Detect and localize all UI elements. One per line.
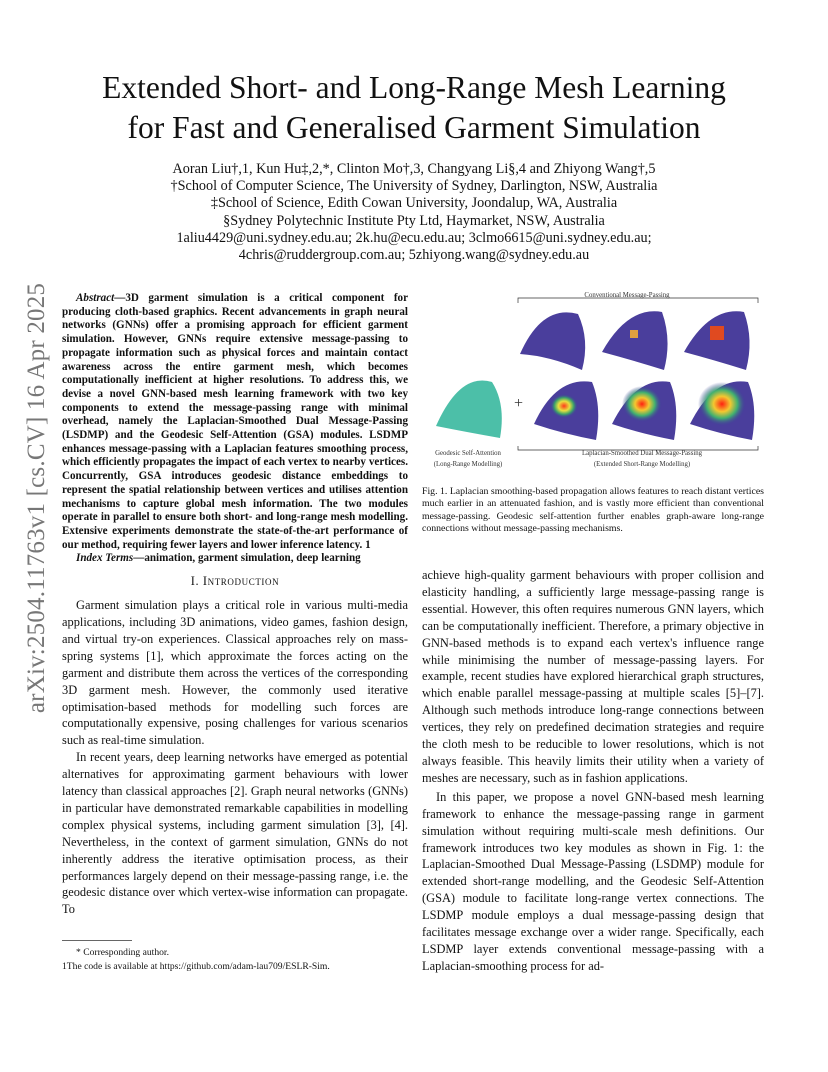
email-line-1: 1aliu4429@uni.sydney.edu.au; 2k.hu@ecu.edu.au; 3clmo6615@uni.sydney.edu.au; [176,229,652,246]
affiliation-3: §Sydney Polytechnic Institute Pty Ltd, Haymarket, NSW, Australia [223,212,605,229]
cloth-lsdmp-2 [612,381,676,440]
footnote-separator [62,940,132,941]
email-line-2: 4chris@ruddergroup.com.au; 5zhiyong.wang@sydney.edu.au [238,247,590,264]
index-terms-text: —animation, garment simulation, deep learning [133,552,361,565]
arxiv-identifier-text: arXiv:2504.11763v1 [cs.CV] 16 Apr 2025 [23,282,50,713]
affiliation-1: †School of Computer Science, The University of Sydney, Darlington, NSW, Australia [170,178,658,195]
cloth-top-1 [520,312,585,370]
intro-paragraph-3: achieve high-quality garment behaviours with proper collision and elasticity handling, a sufficiently large message-passing range is essential. However, this often requires numerous GNN layers, which can be computationally inefficient. Therefore, a primary objective in GNN-based methods is to expand each vertex's influence range while minimising the number of message-passing layers. For example, recent studies have explored hierarchical graph structures, which enable parallel message-passing at multiple scales [5]–[7]. Although such methods introduce long-range connections between vertices, they rely on predefined decimation strategies and require the cloth mesh to be reducible to lower resolutions, which is not always feasible. This heavily limits their utility when a variety of meshes are necessary, such as in fashion applications. [422,568,764,785]
label-lsdmp: Laplacian-Smoothed Dual Message-Passing [581,450,703,457]
intro-paragraph-1: Garment simulation plays a critical role in various multi-media applications, including 3D animations, video games, fashion design, and virtual try-on experiences. Classical approaches rely on mass-spring systems [1], which approximate the forces acting on the garment and distribute them across the vertices of the corresponding 3D garment mesh. However, the commonly used iterative optimisation-based methods for modelling such forces are computationally expensive, posing challenges for various scenarios such as real-time simulation. [62,598,408,748]
figure-1 [422,286,764,482]
footnote-corresponding: * Corresponding author. [76,947,169,958]
intro-paragraph-4: In this paper, we propose a novel GNN-based mesh learning framework to enhance the message-passing range in garment simulation without requiring multi-scale mesh definitions. Our framework introduces two key modules as shown in Fig. 1: the Laplacian-Smoothed Dual Message-Passing (LSDMP) module for extended short-range modelling, and the Geodesic Self-Attention (GSA) module to facilitate long-range vertex connections. The LSDMP module employs a dual message-passing design that facilitates message exchange over a wider range. Specifically, each LSDMP layer extends conventional message-passing with a Laplacian-smoothing process for ad- [422,789,764,973]
affiliation-2: ‡School of Science, Edith Cowan University, Joondalup, WA, Australia [210,195,618,212]
index-terms [62,552,408,566]
label-conventional-message-passing: Conventional Message-Passing [584,292,670,299]
footnote-code: 1The code is available at https://github.com/adam-lau709/ESLR-Sim. [62,960,330,972]
title-line-2: for Fast and Generalised Garment Simulation [127,110,701,145]
author-names: Aoran Liu†,1, Kun Hu‡,2,*, Clinton Mo†,3, Changyang Li§,4 and Zhiyong Wang†,5 [172,161,656,177]
footnotes [62,946,408,973]
paper-title [0,68,828,148]
abstract-paragraph [62,292,408,552]
cloth-top-2 [602,311,668,370]
figure-plus-sign: + [514,395,524,412]
label-lsdmp-sub: (Extended Short-Range Modelling) [593,461,691,468]
cloth-top-3 [684,311,750,370]
abstract-label: Abstract [76,292,115,304]
figure-1-caption: Fig. 1. Laplacian smoothing-based propagation allows features to reach distant vertices much earlier in an attenuated fashion, and is vastly more efficient than conventional message-passing. Geodesic self-attention further enables graph-aware long-range connections without message-passing mechanisms. [422,486,764,534]
abstract-text: —3D garment simulation is a critical component for producing cloth-based graphics. Recent advancements in graph neural networks (GNNs) offer a promising approach for efficient garment simulation. However, GNNs require extensive message-passing to propagate information such as physical forces and maintain contact awareness across the entire garment mesh, which becomes computationally inefficient at higher resolutions. To address this, we devise a novel GNN-based mesh learning framework with two key components to extend the message-passing range with minimal overhead, namely the Laplacian-Smoothed Dual Message-Passing (LSDMP) and the Geodesic Self-Attention (GSA) modules. LSDMP enhances message-passing with a Laplacian features smoothing process, which efficiently propagates the impact of each vertex to nearby vertices. Concurrently, GSA introduces geodesic distance embeddings to represent the spatial relationship between vertices and utilises attention mechanisms to capture global mesh information. The two modules operate in parallel to ensure both short- and long-range mesh modelling. Extensive experiments demonstrate the state-of-the-art performance of our method, requiring fewer layers and lower inference latency. 1 [62,292,408,551]
label-gsa-sub: (Long-Range Modelling) [433,461,503,468]
cloth-lsdmp-1 [534,381,598,440]
cloth-lsdmp-3 [690,381,754,440]
section-heading-introduction: I. Introduction [190,574,280,589]
index-terms-label: Index Terms [76,552,134,565]
intro-paragraph-2: In recent years, deep learning networks have emerged as potential alternatives for approximating garment behaviours with lower latency than classical approaches [2]. Graph neural networks (GNNs) in particular have demonstrated remarkable capabilities in modelling complex physical systems, including garment simulation [3], [4]. Nevertheless, in the context of garment simulation, GNNs do not inherently address the iterative optimisation process, as their performances largely depend on their message-passing range, i.e. the geodesic distance over which vertex-wise information can propagate. To [62,750,408,917]
author-block [0,161,828,264]
right-column [422,567,764,975]
left-column [62,292,408,918]
cloth-gsa [436,380,502,438]
abstract [62,292,408,566]
label-gsa: Geodesic Self-Attention [435,450,501,457]
arxiv-identifier [22,270,52,725]
title-line-1: Extended Short- and Long-Range Mesh Learning [102,70,726,105]
